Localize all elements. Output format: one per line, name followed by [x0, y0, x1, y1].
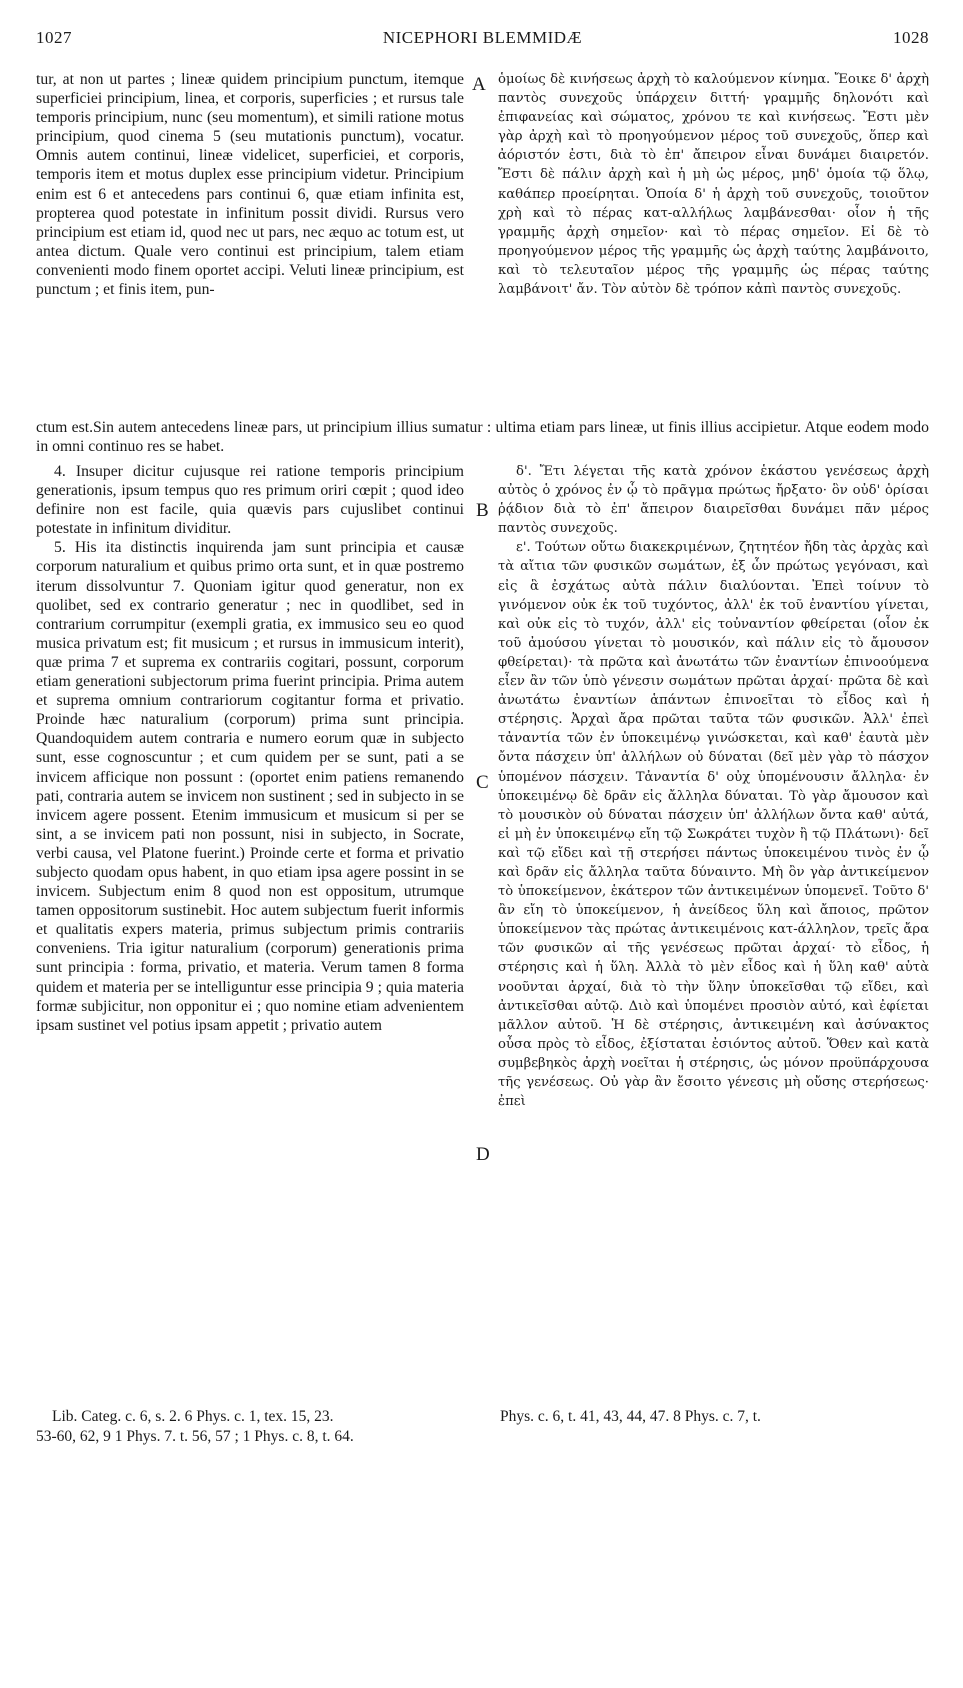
footnote-line1-left: Lib. Categ. c. 6, s. 2. 6 Phys. c. 1, tex. 15, 23. [52, 1408, 334, 1425]
greek-column-block1 [498, 70, 929, 410]
greek-column-block2 [498, 462, 929, 1688]
latin-continuation: ctum est.Sin autem antecedens lineæ pars, ut principium illius sumatur : ultima etiam pars lineæ, ut finis illius accipietur. Atque eodem modo in omni continuo res se habet. [36, 419, 929, 456]
page-number-right: 1028 [893, 28, 929, 47]
latin-column-block2 [36, 462, 464, 1688]
section-marker-c: C [476, 772, 489, 793]
page-number-left: 1027 [36, 28, 72, 47]
latin-paragraph: tur, at non ut partes ; lineæ quidem principium punctum, itemque superficiei principium, linea, et corporis, superficies ; et rursus tale temporis principium, nunc (seu momentum), et simili ratione motus principium, quod cinema 5 (seu mutationis punctum), vocatur. Omnis autem continui, lineæ videlicet, superficiei, et corporis, temporis item et motus duplex esse principium videtur. Principium enim est 6 et antecedens pars continui 6, quæ etiam infinita est, propterea quod potestate in infinitum possit dividi. Rursus vero principium est etiam id, quod nec ut pars, nec æquo ac totum est, ut antea dictum. Quale vero continui est principium, talem etiam convenienti modo finem oportet accipi. Veluti lineæ principium, est punctum ; et finis item, pun- [36, 71, 464, 299]
latin-paragraph-5: 5. His ita distinctis inquirenda jam sunt principia et causæ corporum naturalium et quibus primo orta sunt, et in quæ postremo iterum dissolvuntur 7. Quoniam igitur quod generatur, non ex quolibet, sed ex contrario generatur ; nec in quodlibet, sed in contrarium corrumpitur (exempli gratia, ex immusico seu eo quod musica privatum est; fit musicum ; et rursus in immusicum interit), quæ prima 7 et suprema ex contrariis cogitari, possunt, corporum etiam generationi subjectorum prima fuerint principia. Prima autem et suprema omnium contrariorum cogitantur forma et privatio. Proinde hæc naturalium (corporum) prima sunt principia. Quandoquidem autem contraria e numero eorum quæ in subjecto sunt, esse cognoscuntur ; et cum quidem per se sunt, pati a se invicem afficique non possunt : (oportet enim patiens remanendo pati, contraria autem se invicem non sustinent ; sed in subjecto in se invicem agere possent. Etenim immusicum et musicum si per se sint, a se invicem pati non possunt, nisi in subjecto, in Socrate, verbi causa, vel Platone fuerint.) Proinde certe et forma et privatio subjecto quodam opus habent, in quo etiam ipsa agere possint in se invicem. Subjectum enim 8 quod non est oppositum, utrumque tamen oppositorum sustinebit. Hoc autem subjectum fuerit informis et qualitatis expers materia, primus subjectum primis contrariis conveniens. Tria igitur naturalium (corporum) generationis prima sunt principia : forma, privatio, et materia. Verum tamen 8 forma quidem et materia per se intelliguntur esse principia 9 ; quia materia formæ subjicitur, non opponitur ei ; quo nomine etiam advenientem ipsam sustinet vel potius ipsam appetit ; privatio autem [36, 539, 464, 1034]
latin-column-block1 [36, 70, 464, 410]
page-header [36, 28, 929, 58]
section-marker-d: D [476, 1144, 490, 1165]
latin-paragraph-4: 4. Insuper dicitur cujusque rei ratione temporis principium generationis, ipsum tempus quo res primum oriri cœpit ; quod ideo definire non est facile, quia quævis pars cujuslibet continui potestate in infinitum dividitur. [36, 463, 464, 538]
footnote-line2: 53-60, 62, 9 1 Phys. 7. t. 56, 57 ; 1 Phys. c. 8, t. 64. [36, 1428, 354, 1445]
running-title: NICEPHORI BLEMMIDÆ [382, 28, 583, 47]
footnote-line1-right: Phys. c. 6, t. 41, 43, 44, 47. 8 Phys. c. 7, t. [500, 1408, 761, 1425]
section-marker-b: B [476, 500, 489, 521]
greek-paragraph-e: ε'. Τούτων οὕτω διακεκριμένων, ζητητέον ἤδη τὰς ἀρχὰς καὶ τὰ αἴτια τῶν φυσικῶν σωμάτων, ἐξ ὧν πρώτως γεγόνασι, καὶ εἰς ἃ ἐσχάτως αὐτὰ πάλιν διαλύονται. Ἐπεὶ τοίνυν τὸ γινόμενον οὐκ ἐκ τοῦ τυχόντος, ἀλλ' ἐκ τοῦ ἐναντίου γίνεται, καὶ οὐκ εἰς τὸ τυχόν, ἀλλ' εἰς τοὐναντίον φθείρεται (οἷον ἐκ τοῦ ἀμούσου γίνεται τὸ μουσικόν, καὶ πάλιν εἰς τὸ ἄμουσον φθείρεται)· τὰ πρῶτα καὶ ἀνωτάτω τῶν ἐναντίων ἐπινοούμενα εἶεν ἂν τῶν ὑπὸ γένεσιν σωμάτων πρῶται ἀρχαί· πρῶτα δὲ καὶ ἀνωτάτω ἐναντίων ἁπάντων ἐπινοεῖται τὸ εἶδος καὶ ἡ στέρησις. Ἀρχαὶ ἄρα πρῶται ταῦτα τῶν φυσικῶν. Ἀλλ' ἐπεὶ τἀναντία τῶν ἐν ὑποκειμένῳ γινώσκεται, καὶ καθ' ἑαυτὰ μὲν ὄντα πάσχειν ὑπ' ἀλλήλων οὐ δύναται (δεῖ μὲν γὰρ τὸ πάσχον ὑπομένον πάσχειν. Τἀναντία δ' οὐχ ὑπομένουσιν ἄλληλα· ἐν ὑποκειμένῳ δὲ δρᾶν εἰς ἄλληλα δύναται. Τὸ γὰρ ἄμουσον καὶ τὸ μουσικὸν οὐ δύναται πάσχειν ὑπ' ἀλλήλων ὄντα καθ' αὑτά, εἰ μὴ ἐν ὑποκειμένῳ εἴη τῷ Σωκράτει τυχὸν ἢ τῷ Πλάτωνι)· δεῖ καὶ τῷ εἴδει καὶ τῇ στερήσει πάντως ὑποκειμένου τινὸς ἐν ᾧ καὶ δρᾶν εἰς ἄλληλα ταῦτα δύναιντο. Μὴ ὂν γὰρ ἀντικείμενον τὸ ὑποκείμενον, ἑκάτερον τῶν ἀντικειμένων ὑπομενεῖ. Τοῦτο δ' ἂν εἴη τὸ ὑποκείμενον, ἡ ἀνείδεος ὕλη καὶ ἄποιος, πρῶτον ὑποκείμενον τὰς πρώτας ἀντικειμένοις κατ-άλληλον, τρεῖς ἄρα τῶν φυσικῶν αἱ τῆς γενέσεως πρῶται ἀρχαί· τὸ εἶδος, ἡ στέρησις καὶ ἡ ὕλη. Ἀλλὰ τὸ μὲν εἶδος καὶ ἡ ὕλη καθ' αὑτὰ νοοῦνται ἀρχαί, διὰ τὸ τὴν ὕλην ὑποκεῖσθαι τῷ εἴδει, καὶ ἀντικεῖσθαι αὐτῷ. Διὸ καὶ ὑπομένει προσιὸν αὐτό, καὶ ἐφίεται μᾶλλον αὐτοῦ. Ἡ δὲ στέρησις, ἀντικειμένη καὶ ἀσύνακτος οὖσα πρὸς τὸ εἶδος, ἐξίσταται ἐσιόντος αὐτοῦ. Ὅθεν καὶ κατὰ συμβεβηκὸς ἀρχὴ νοεῖται ἡ στέρησις, ὡς μόνον προϋπάρχουσα τῆς γενέσεως. Οὐ γὰρ ἂν ἔσοιτο γένεσις μὴ οὔσης στερήσεως· ἐπεὶ [498, 540, 929, 1110]
section-marker-a: A [472, 74, 486, 95]
greek-paragraph-d: δ'. Ἔτι λέγεται τῆς κατὰ χρόνον ἑκάστου γενέσεως ἀρχὴ αὐτὸς ὁ χρόνος ἐν ᾧ τὸ πρᾶγμα πρώτως ἤρξατο· ὃν οὐδ' ὁρίσαι ῥᾴδιον διὰ τὸ ἐπ' ἄπειρον διαιρεῖσθαι δυνάμει πᾶν μέρος παντὸς συνεχοῦς. [498, 464, 929, 537]
full-width-line [36, 418, 929, 458]
greek-paragraph: ὁμοίως δὲ κινήσεως ἀρχὴ τὸ καλούμενον κίνημα. Ἔοικε δ' ἀρχὴ παντὸς συνεχοῦς ὑπάρχειν διττή· γραμμῆς δηλονότι καὶ ἐπιφανείας καὶ σώματος, χρόνου τε καὶ κινήσεως. Ἔστι μὲν γὰρ ἀρχὴ καὶ τὸ προηγούμενον μέρος τοῦ συνεχοῦς, ὅπερ καὶ ἀόριστόν ἐστι, διὰ τὸ ἐπ' ἄπειρον εἶναι δυνάμει διαιρετόν. Ἔστι δὲ πάλιν ἀρχὴ καὶ ἡ μὴ ὡς μέρος, μηδ' ὁμοία τῷ ὅλῳ, καθάπερ προείρηται. Ὁποία δ' ἡ ἀρχὴ τοῦ συνεχοῦς, τοιοῦτον χρὴ καὶ τὸ πέρας κατ-αλλήλως λαμβάνεσθαι· οἷον ἡ τῆς γραμμῆς ἀρχὴ σημεῖον· καὶ τὸ πέρας σημεῖον. Εἰ δὲ τὸ προηγούμενον μέρος τῆς γραμμῆς ὡς ἀρχὴ ταύτης λαμβάνοιτο, καὶ τὸ τελευταῖον μέρος τῆς γραμμῆς ὡς πέρας ταύτης λαμβάνοιτ' ἄν. Τὸν αὐτὸν δὲ τρόπον κἀπὶ παντὸς συνεχοῦς. [498, 72, 929, 298]
